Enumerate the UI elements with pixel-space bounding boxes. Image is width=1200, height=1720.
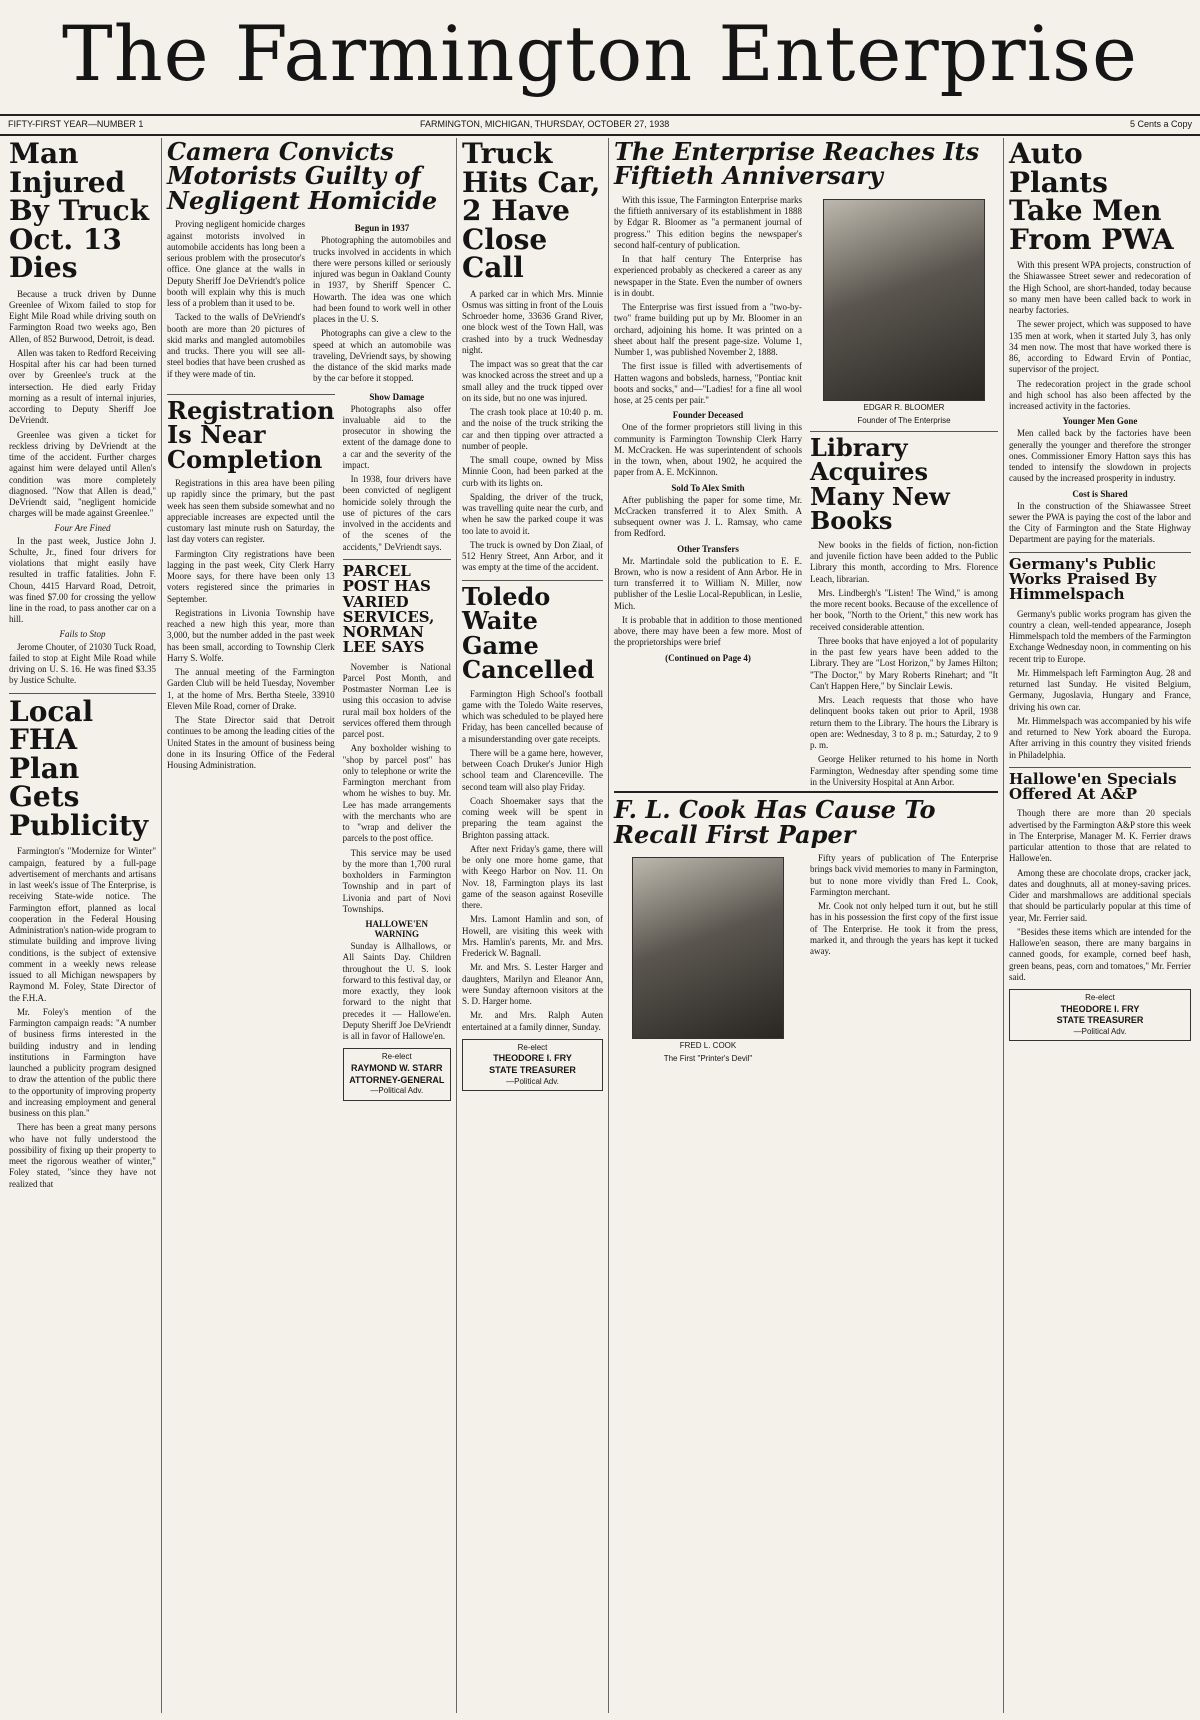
headline-auto-plants: Auto Plants Take Men From PWA <box>1009 138 1174 256</box>
article-paragraph: Mr. and Mrs. S. Lester Harger and daughters, Marilyn and Eleanor Ann, were Sunday afternoon visitors at the S. D. Harger home. <box>462 962 603 1007</box>
article-paragraph: Though there are more than 20 specials advertised by the Farmington A&P store this week in The Enterprise, Manager M. K. Ferrier draws particular attention to those that are related to Hallowe'en. <box>1009 808 1191 864</box>
article-paragraph: The redecoration project in the grade school and high school has also been affected by the increased activity in the factories. <box>1009 378 1191 412</box>
article-paragraph: There has been a great many persons who have not fully understood the possibility of fixing up their property to meet the rigorous weather of winter," Foley stated, "since they have not realized that <box>9 1122 156 1189</box>
article-paragraph: Mr. Martindale sold the publication to E. E. Brown, who is now a resident of Ann Arbor. He in turn transferred it to William N. Miller, now publisher of the Leslie Local-Republican, in Leslie, Mich. <box>614 555 802 611</box>
ad-office: STATE TREASURER <box>489 1064 576 1075</box>
portrait-photo-cook <box>632 857 784 1039</box>
article-paragraph: Farmington High School's football game with the Toledo Waite reserves, which was scheduled to be played here Friday, has been cancelled because of a misunderstanding over gate receipts. <box>462 688 603 744</box>
ad-office: ATTORNEY-GENERAL <box>349 1074 445 1085</box>
masthead <box>0 0 1200 110</box>
cook-article-box <box>614 791 998 1067</box>
article-paragraph: Spalding, the driver of the truck, was travelling quite near the curb, and when he saw the parked coupe it was too late to avoid it. <box>462 491 603 536</box>
article-paragraph: Jerome Chouter, of 21030 Tuck Road, failed to stop at Eight Mile Road while driving on U. S. 16. He was fined $3.35 by Justice Schulte. <box>9 641 156 686</box>
political-advertisement <box>343 1048 451 1100</box>
column-4 <box>609 138 1004 1713</box>
headline-truck-hits-car: Truck Hits Car, 2 Have Close Call <box>462 138 601 285</box>
article-paragraph: Photographs can give a clew to the speed at which an automobile was traveling, DeVriendt says, by showing the distance of the skid marks made by the car before it stopped. <box>313 328 451 384</box>
article-paragraph: With this issue, The Farmington Enterprise marks the fiftieth anniversary of its establishment in 1888 by Edgar R. Bloomer as "a permanent journal of progress." This edition begins the newspaper's second half-century of publication. <box>614 194 802 250</box>
article-paragraph: Mrs. Leach requests that those who have delinquent books taken out prior to April, 1938 return them to the Library. The hours the Library is open are: Wednesday, 3 to 8 p. m.; Saturday, 2 to 9 p. m. <box>810 695 998 751</box>
article-paragraph: Registrations in this area have been piling up rapidly since the primary, but the past week has seen them subside somewhat and no appreciable increases are expected until the customary last minute rush on Saturday, the last day voters can register. <box>167 478 335 545</box>
article-paragraph: It is probable that in addition to those mentioned above, there may have been a few more. Most of the proprietorships were brief <box>614 614 802 648</box>
article-paragraph: Among these are chocolate drops, cracker jack, dates and doughnuts, all at money-saving prices. Cider and marshmallows are additional specials that should be particularly popular at this time of year, Mr. Ferrier said. <box>1009 867 1191 923</box>
column-2 <box>162 138 457 1713</box>
article-paragraph: The annual meeting of the Farmington Garden Club will be held Tuesday, November 1, at the home of Mrs. Bertha Steele, 33910 Eleven Mile Road, corner of Drake. <box>167 667 335 711</box>
headline-camera-convicts: Camera Convicts Motorists Guilty of Negligent Homicide <box>167 138 438 215</box>
article-paragraph: In 1938, four drivers have been convicted of negligent homicide solely through the use of pictures of the cars involved in the accidents and of the scenes of the accidents," DeVriendt says. <box>342 474 451 552</box>
column-rule <box>167 394 335 395</box>
ad-note: —Political Adv. <box>370 1086 424 1096</box>
newspaper-title: The Farmington Enterprise <box>62 9 1138 98</box>
headline-toledo-game: Toledo Waite Game Cancelled <box>462 581 595 685</box>
article-paragraph: New books in the fields of fiction, non-fiction and juvenile fiction have been added to the Public Library this month, according to Mrs. Florence Leach, librarian. <box>810 539 998 584</box>
subheading: Fails to Stop <box>59 628 106 639</box>
article-paragraph: Mrs. Lamont Hamlin and son, of Howell, are visiting this week with Mrs. Hamlin's parents, Mr. and Mrs. Frederick W. Bagnall. <box>462 914 603 959</box>
article-paragraph: The Enterprise was first issued from a "two-by-two" frame building put up by Mr. Bloomer in an orchard, adjoining his home. It was printed on a sheet about half the present page-size. Volume 1, Number 1, was published November 2, 1888. <box>614 302 802 358</box>
article-paragraph: November is National Parcel Post Month, and Postmaster Norman Lee is using this occasion to advise rural mail box holders of the services offered them through parcel post. <box>342 661 451 740</box>
article-paragraph: After next Friday's game, there will be only one more home game, that with Keego Harbor on Nov. 11. On Nov. 18, Farmington plays its last game of the season against Roseville there. <box>462 843 603 911</box>
ad-candidate: THEODORE I. FRY <box>493 1053 572 1064</box>
column-rule <box>462 580 603 581</box>
article-paragraph: In that half century The Enterprise has experienced probably as checkered a career as any newspaper in the State. Even the number of owners is in doubt. <box>614 254 802 298</box>
ad-candidate: THEODORE I. FRY <box>1060 1003 1140 1014</box>
article-paragraph: The crash took place at 10:40 p. m. and the noise of the truck striking the car and then tipping over attracted a number of people. <box>462 407 603 451</box>
headline-library-books: Library Acquires Many New Books <box>810 432 950 536</box>
headline-fl-cook: F. L. Cook Has Cause To Recall First Paper <box>614 795 936 849</box>
photo-caption-name: FRED L. COOK <box>679 1041 737 1050</box>
headline-fha-plan: Local FHA Plan Gets Publicity <box>9 694 149 842</box>
article-paragraph: Farmington City registrations have been lagging in the past week, City Clerk Harry Moore says, for there have been only 13 voters registered since the primaries in September. <box>167 548 335 604</box>
article-paragraph: Three books that have enjoyed a lot of popularity in the past few years have been added to the Library. They are "Lost Horizon," by James Hilton; "The Doctor," by Mary Roberts Rinehart; and "It Can't Happen Here," by Sinclair Lewis. <box>810 635 998 691</box>
headline-parcel-post: PARCEL POST HAS VARIED SERVICES, NORMAN LEE SAYS <box>342 561 435 657</box>
article-paragraph: Mr. Himmelspach left Farmington Aug. 28 and returned last Sunday. He visited Belgium, Germany, Jugoslavia, Hungary and France, driving his own car. <box>1009 667 1191 712</box>
article-paragraph: Greenlee was given a ticket for reckless driving by DeVriendt at the time of the accident. Further charges against him were delayed until Allen's condition was more completely diagnosed. "Now that Allen is dead," DeVriendt said, "negligent homicide charges will be made against Greenlee." <box>9 429 156 519</box>
article-paragraph: Photographing the automobiles and trucks involved in accidents in which there were persons killed or seriously injured was begun in Oakland County in 1937, by Sheriff Spencer C. Howarth. The idea was one which had been found to work well in other places in the U. S. <box>313 235 451 325</box>
article-paragraph: A parked car in which Mrs. Minnie Osmus was sitting in front of the Louis Schroeder home, 33636 Grand River, one block west of the Town Hall, was crashed into by a truck Wednesday night. <box>462 288 603 355</box>
headline-registration: Registration Is Near Completion <box>167 395 335 474</box>
ad-note: —Political Adv. <box>506 1076 559 1086</box>
subheading: Four Are Fined <box>54 522 111 533</box>
column-5 <box>1004 138 1196 1713</box>
dateline-bar <box>0 114 1200 136</box>
article-paragraph: After publishing the paper for some time, Mr. McCracken transferred it to Alex Smith. A subsequent owner was J. L. Ramsay, who came from Redford. <box>614 494 802 539</box>
article-paragraph: The truck is owned by Don Ziaal, of 512 Henry Street, Ann Arbor, and it was empty at the time of the accident. <box>462 539 603 573</box>
ad-note: —Political Adv. <box>1073 1026 1127 1036</box>
article-paragraph: Mr. and Mrs. Ralph Auten entertained at a family dinner, Sunday. <box>462 1010 603 1032</box>
column-1 <box>4 138 162 1713</box>
subheading: HALLOWE'EN WARNING <box>365 919 429 940</box>
subheading: Founder Deceased <box>672 410 744 421</box>
article-body-split <box>167 219 451 387</box>
article-body-split <box>614 195 998 791</box>
article-paragraph: With this present WPA projects, construction of the Shiawassee Street sewer and redecoration of the High School, are short-handed, today because so many men have been called back to work in nearby factories. <box>1009 260 1191 316</box>
ad-line: Re-elect <box>1085 993 1115 1003</box>
headline-fiftieth-anniversary: The Enterprise Reaches Its Fiftieth Anniversary <box>614 138 980 191</box>
subheading: Other Transfers <box>677 543 739 554</box>
article-paragraph: Photographs also offer invaluable aid to the prosecutor in showing the extent of the damage done to a car and the severity of the impact. <box>342 403 451 470</box>
article-paragraph: One of the former proprietors still living in this community is Farmington Township Clerk Harry M. McCracken. He was superintendent of schools in the town, when, about 1902, he acquired the paper from A. E. McKinnon. <box>614 422 802 478</box>
subheading: Show Damage <box>369 391 425 402</box>
subheading: Cost is Shared <box>1072 488 1128 499</box>
article-paragraph: Mr. Himmelspach was accompanied by his wife and returned to New York aboard the Europa. After arriving in this country they visited friends in Philadelphia. <box>1009 715 1191 760</box>
subheading: Younger Men Gone <box>1062 416 1138 427</box>
article-paragraph: Any boxholder wishing to "shop by parcel post" has only to telephone or write the Farmington merchant from whom he wishes to buy. Mr. Lee has made arrangements with the merchants who are to "wrap and deliver the parcels to the post office. <box>342 743 451 844</box>
article-paragraph: Germany's public works program has given the country a clean, well-tended appearance, Joseph Himmelspach told the members of the Farmington Exchange Wednesday noon, in commenting on his recent trip to Europe. <box>1009 608 1191 664</box>
article-paragraph: Men called back by the factories have been generally the younger and therefore the stronger ones. Commissioner Emory Hatton says this has tended to intensify the slowdown in projects caused by the increased prosperity in industry. <box>1009 428 1191 484</box>
volume-number: FIFTY-FIRST YEAR—NUMBER 1 <box>8 119 144 129</box>
article-paragraph: Mrs. Lindbergh's "Listen! The Wind," is among the more recent books. Because of the excellence of her book, "North to the Orient," this new work has received considerable attention. <box>810 587 998 632</box>
column-3 <box>457 138 609 1713</box>
political-advertisement <box>1009 989 1191 1041</box>
article-paragraph: Mr. Cook not only helped turn it out, but he still has in his possession the first copy of the first issue of The Enterprise. He took it from the press, marked it, and through the years has kept it tucked away. <box>810 901 998 956</box>
article-paragraph: In the construction of the Shiawassee Street sewer the PWA is paying the cost of the labor and the City of Farmington and the State Highway Department are paying for the materials. <box>1009 500 1191 545</box>
article-paragraph: Allen was taken to Redford Receiving Hospital after his car had been turned over by Greenlee's truck at the intersection. He died early Friday morning as a result of internal injuries, according to Deputy Sheriff Joe DeVriendt. <box>9 347 156 426</box>
column-rule <box>1009 767 1191 768</box>
article-paragraph: In the past week, Justice John J. Schulte, Jr., fined four drivers for violations that might easily have resulted in traffic fatalities. John F. Choun, 4415 Harvard Road, Detroit, was fined $7.00 for crossing the yellow line in the road, to pass another car on a hill. <box>9 535 156 625</box>
article-paragraph: Mr. Foley's mention of the Farmington campaign reads: "A number of business firms interested in the building industry and in lending institutions in Farmington have launched a publicity program designed to draw the attention of the public there to the opportunity of improving property and increasing employment and general business on this plan." <box>9 1006 156 1119</box>
photo-caption-title: The First "Printer's Devil" <box>663 1054 753 1063</box>
article-paragraph: The State Director said that Detroit continues to be among the leading cities of the United States in the amount of business being done in its Insuring Office of the Federal Housing Administration. <box>167 715 335 771</box>
article-paragraph: There will be a game here, however, between Coach Druker's Junior High school team and Clarenceville. The second team will also play Friday. <box>462 747 603 792</box>
subheading: Sold To Alex Smith <box>671 482 745 493</box>
issue-price: 5 Cents a Copy <box>1129 119 1192 129</box>
headline-germany-public-works: Germany's Public Works Praised By Himmelspach <box>1009 554 1157 604</box>
headline-man-injured: Man Injured By Truck Oct. 13 Dies <box>9 138 150 285</box>
article-paragraph: Coach Shoemaker says that the coming week will be spent in preparing the team against the Brighton passing attack. <box>462 795 603 840</box>
article-paragraph: Fifty years of publication of The Enterprise brings back vivid memories to many in Farmington, but to none more vividly than Fred L. Cook, Farmington merchant. <box>810 853 998 897</box>
political-advertisement <box>462 1039 603 1091</box>
ad-line: Re-elect <box>517 1042 548 1052</box>
article-paragraph: The first issue is filled with advertisements of Hatten wagons and bobsleds, harness, "Pontiac knit boots and socks," and—"Ladies! for a fine all wool hose, at 25 cents per pair." <box>614 361 802 406</box>
article-paragraph: This service may be used by the more than 1,700 rural boxholders in Farmington Township and in part of Livonia and part of Novi Townships. <box>342 847 451 914</box>
ad-line: Re-elect <box>381 1052 412 1062</box>
article-paragraph: "Besides these items which are intended for the Hallowe'en season, there are many bargains in canned goods, for example, corned beef hash, green beans, peas, corn and tomatoes," Mr. Ferrier said. <box>1009 926 1191 982</box>
continued-notice: (Continued on Page 4) <box>665 652 751 663</box>
article-paragraph: Farmington's "Modernize for Winter" campaign, featured by a full-page advertisement of merchants and artisans in last week's issue of The Enterprise, is receiving State-wide notice. The Farmington effort, planned as local cooperation in the Federal Housing Administration's nation-wide program to stimulate building and improve living conditions, is the subject of extensive comment in a weekly news release issued to all Michigan newspapers by Raymond M. Foley, State Director of the F.H.A. <box>9 846 156 1003</box>
article-paragraph: Tacked to the walls of DeVriendt's booth are more than 20 pictures of skid marks and mangled automobiles and trucks. There you will see all-steel bodies that have been crushed as if they were made of tin. <box>167 312 305 379</box>
article-paragraph: The sewer project, which was supposed to have 135 men at work, when it started July 3, has only 34 men now. The most that have worked there is 86, according to Edward Ervin of Pontiac, supervisor of the project. <box>1009 319 1191 375</box>
subheading: Begun in 1937 <box>354 223 410 234</box>
headline-halloween-specials: Hallowe'en Specials Offered At A&P <box>1009 769 1177 804</box>
article-paragraph: The impact was so great that the car was knocked across the street and up a small alley and the truck tipped over on its side, but no one was injured. <box>462 359 603 403</box>
photo-caption-name: EDGAR R. BLOOMER <box>863 402 945 412</box>
article-body-split <box>614 853 998 1067</box>
article-paragraph: Sunday is Allhallows, or All Saints Day. Children throughout the U. S. look forward to this festival day, or more exactly, they look forward to the night that precedes it — Hallowe'en. Deputy Sheriff Joe DeVriendt is all in favor of Hallowe'en. <box>342 941 451 1042</box>
article-paragraph: Proving negligent homicide charges against motorists involved in automobile accidents has long been a serious problem with the prosecutor's office. One glance at the walls in Deputy Sheriff Joe DeVriendt's police booth will explain why this is much less of a problem than it used to be. <box>167 219 305 309</box>
column-rule <box>810 431 998 432</box>
photo-caption-title: Founder of The Enterprise <box>857 415 951 425</box>
portrait-photo-bloomer <box>823 199 985 401</box>
article-paragraph: Because a truck driven by Dunne Greenlee of Wixom failed to stop for Eight Mile Road while driving south on Farmington Road two weeks ago, Ben Allen, of 852 Burwood, Detroit, is dead. <box>9 288 156 344</box>
ad-office: STATE TREASURER <box>1056 1015 1144 1026</box>
column-rule <box>1009 552 1191 553</box>
ad-candidate: RAYMOND W. STARR <box>351 1062 443 1073</box>
article-paragraph: The small coupe, owned by Miss Minnie Coon, had been parked at the curb with its lights on. <box>462 455 603 488</box>
column-rule <box>9 693 156 694</box>
article-paragraph: Registrations in Livonia Township have reached a new high this year, more than 3,000, but the number added in the past week has been small, according to Township Clerk Harry S. Wolfe. <box>167 607 335 663</box>
article-body-split <box>167 388 451 1107</box>
column-rule <box>343 559 451 560</box>
article-paragraph: George Heliker returned to his home in North Farmington, Wednesday after spending some time in the University Hospital at Ann Arbor. <box>810 754 998 787</box>
issue-date: FARMINGTON, MICHIGAN, THURSDAY, OCTOBER 27, 1938 <box>420 119 670 129</box>
